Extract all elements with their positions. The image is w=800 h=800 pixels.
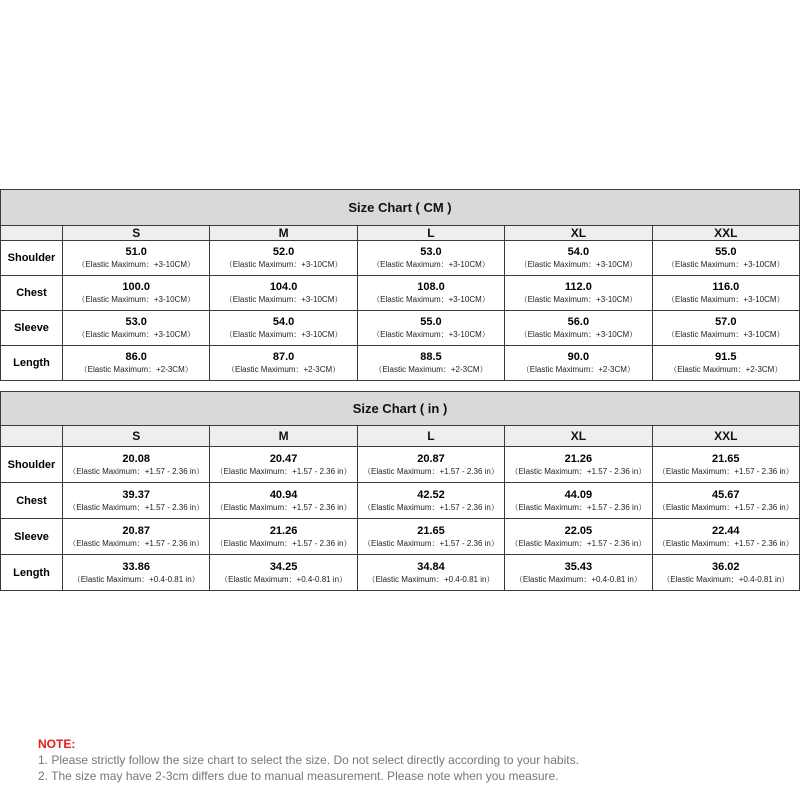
size-cell xyxy=(63,346,210,381)
elastic-note: （Elastic Maximum：+1.57 - 2.36 in） xyxy=(68,538,205,548)
chart-title: Size Chart ( in ) xyxy=(1,392,800,426)
size-cell xyxy=(357,519,504,555)
size-cell xyxy=(63,311,210,346)
size-header: S xyxy=(63,226,210,241)
measurement-value: 20.87 xyxy=(417,452,445,465)
size-cell xyxy=(505,311,652,346)
size-cell xyxy=(210,483,357,519)
elastic-note: （Elastic Maximum：+3-10CM） xyxy=(77,260,195,269)
elastic-note: （Elastic Maximum：+1.57 - 2.36 in） xyxy=(657,466,794,476)
measurement-value: 35.43 xyxy=(564,560,593,573)
measurement-value: 33.86 xyxy=(122,560,150,573)
chart-title: Size Chart ( CM ) xyxy=(1,190,800,226)
elastic-note: （Elastic Maximum：+0.4-0.81 in） xyxy=(662,574,790,584)
size-cell xyxy=(210,447,357,483)
measurement-value: 36.02 xyxy=(712,560,740,573)
measurement-value: 90.0 xyxy=(567,351,590,363)
elastic-note: （Elastic Maximum：+3-10CM） xyxy=(224,295,343,304)
measurement-value: 56.0 xyxy=(567,316,590,328)
measurement-value: 20.87 xyxy=(122,524,150,537)
size-cell xyxy=(210,276,357,311)
elastic-note: （Elastic Maximum：+1.57 - 2.36 in） xyxy=(68,502,205,512)
measurement-value: 34.25 xyxy=(269,560,298,573)
elastic-note: （Elastic Maximum：+3-10CM） xyxy=(77,330,195,339)
size-cell xyxy=(652,276,799,311)
size-cell xyxy=(210,555,357,591)
elastic-note: （Elastic Maximum：+2-3CM） xyxy=(521,365,635,374)
size-cell xyxy=(357,311,504,346)
elastic-note: （Elastic Maximum：+1.57 - 2.36 in） xyxy=(215,538,352,548)
chart-body xyxy=(1,447,800,591)
elastic-note: （Elastic Maximum：+3-10CM） xyxy=(666,260,785,269)
measurement-value: 116.0 xyxy=(712,281,740,293)
size-cell xyxy=(357,241,504,276)
measurement-value: 21.26 xyxy=(564,452,593,465)
elastic-note: （Elastic Maximum：+2-3CM） xyxy=(374,365,488,374)
measurement-row xyxy=(1,276,800,311)
row-label: Length xyxy=(1,555,63,591)
measurement-value: 55.0 xyxy=(420,316,442,328)
measurement-value: 52.0 xyxy=(272,246,295,258)
size-header: M xyxy=(210,226,357,241)
measurement-value: 54.0 xyxy=(567,246,590,258)
elastic-note: （Elastic Maximum：+2-3CM） xyxy=(227,365,341,374)
size-cell xyxy=(505,519,652,555)
measurement-value: 34.84 xyxy=(417,560,445,573)
size-chart-in xyxy=(0,391,800,591)
elastic-note: （Elastic Maximum：+1.57 - 2.36 in） xyxy=(215,502,352,512)
elastic-note: （Elastic Maximum：+0.4-0.81 in） xyxy=(72,574,200,584)
elastic-note: （Elastic Maximum：+0.4-0.81 in） xyxy=(367,574,495,584)
size-cell xyxy=(505,555,652,591)
size-header: XL xyxy=(505,226,652,241)
elastic-note: （Elastic Maximum：+3-10CM） xyxy=(372,295,490,304)
size-cell xyxy=(210,311,357,346)
measurement-row xyxy=(1,447,800,483)
measurement-row xyxy=(1,519,800,555)
size-cell xyxy=(505,483,652,519)
size-cell xyxy=(505,241,652,276)
size-cell xyxy=(505,346,652,381)
size-cell xyxy=(652,519,799,555)
size-header: L xyxy=(357,226,504,241)
size-cell xyxy=(652,311,799,346)
measurement-row xyxy=(1,346,800,381)
row-label: Sleeve xyxy=(1,311,63,346)
size-cell xyxy=(357,483,504,519)
size-cell xyxy=(652,241,799,276)
measurement-value: 55.0 xyxy=(715,246,737,258)
measurement-row xyxy=(1,241,800,276)
elastic-note: （Elastic Maximum：+1.57 - 2.36 in） xyxy=(215,466,352,476)
measurement-value: 100.0 xyxy=(122,281,150,293)
measurement-value: 54.0 xyxy=(272,316,295,328)
measurement-value: 53.0 xyxy=(125,316,147,328)
measurement-value: 112.0 xyxy=(564,281,592,293)
size-cell xyxy=(357,447,504,483)
size-header: XXL xyxy=(652,426,799,447)
size-cell xyxy=(505,276,652,311)
measurement-row xyxy=(1,483,800,519)
corner-cell xyxy=(1,226,63,241)
row-label: Sleeve xyxy=(1,519,63,555)
elastic-note: （Elastic Maximum：+1.57 - 2.36 in） xyxy=(363,502,499,512)
elastic-note: （Elastic Maximum：+3-10CM） xyxy=(372,260,490,269)
elastic-note: （Elastic Maximum：+3-10CM） xyxy=(666,295,785,304)
elastic-note: （Elastic Maximum：+0.4-0.81 in） xyxy=(220,574,348,584)
measurement-value: 21.26 xyxy=(269,524,298,537)
note-title: NOTE: xyxy=(38,737,76,751)
elastic-note: （Elastic Maximum：+3-10CM） xyxy=(666,330,785,339)
row-label: Chest xyxy=(1,483,63,519)
measurement-value: 51.0 xyxy=(125,246,147,258)
elastic-note: （Elastic Maximum：+1.57 - 2.36 in） xyxy=(510,466,647,476)
elastic-note: （Elastic Maximum：+3-10CM） xyxy=(372,330,490,339)
size-header: XXL xyxy=(652,226,799,241)
row-label: Length xyxy=(1,346,63,381)
size-cell xyxy=(357,346,504,381)
size-cell xyxy=(63,447,210,483)
elastic-note: （Elastic Maximum：+1.57 - 2.36 in） xyxy=(363,466,499,476)
size-header-row xyxy=(1,426,800,447)
row-label: Shoulder xyxy=(1,241,63,276)
note-line: 2. The size may have 2-3cm differs due to manual measurement. Please note when you measure. xyxy=(38,769,559,783)
measurement-value: 87.0 xyxy=(272,351,295,363)
corner-cell xyxy=(1,426,63,447)
measurement-value: 20.08 xyxy=(122,452,150,465)
elastic-note: （Elastic Maximum：+3-10CM） xyxy=(77,295,195,304)
size-cell xyxy=(210,519,357,555)
measurement-row xyxy=(1,555,800,591)
elastic-note: （Elastic Maximum：+2-3CM） xyxy=(669,365,783,374)
elastic-note: （Elastic Maximum：+2-3CM） xyxy=(79,365,193,374)
size-cell xyxy=(63,519,210,555)
elastic-note: （Elastic Maximum：+1.57 - 2.36 in） xyxy=(657,538,794,548)
measurement-value: 22.05 xyxy=(564,524,593,537)
size-cell xyxy=(63,483,210,519)
elastic-note: （Elastic Maximum：+1.57 - 2.36 in） xyxy=(657,502,794,512)
elastic-note: （Elastic Maximum：+3-10CM） xyxy=(519,260,638,269)
elastic-note: （Elastic Maximum：+3-10CM） xyxy=(519,295,638,304)
elastic-note: （Elastic Maximum：+3-10CM） xyxy=(224,260,343,269)
measurement-value: 57.0 xyxy=(715,316,737,328)
measurement-value: 45.67 xyxy=(712,488,740,501)
size-cell xyxy=(652,346,799,381)
size-cell xyxy=(357,276,504,311)
size-cell xyxy=(652,483,799,519)
size-cell xyxy=(210,241,357,276)
elastic-note: （Elastic Maximum：+1.57 - 2.36 in） xyxy=(68,466,205,476)
measurement-value: 22.44 xyxy=(712,524,740,537)
measurement-value: 40.94 xyxy=(269,488,298,501)
row-label: Chest xyxy=(1,276,63,311)
measurement-value: 21.65 xyxy=(712,452,740,465)
measurement-value: 91.5 xyxy=(715,351,737,363)
size-header: XL xyxy=(505,426,652,447)
size-cell xyxy=(63,555,210,591)
note-line: 1. Please strictly follow the size chart to select the size. Do not select directly according to your habits. xyxy=(38,753,579,767)
size-header-row xyxy=(1,226,800,241)
size-cell xyxy=(63,241,210,276)
measurement-value: 21.65 xyxy=(417,524,445,537)
elastic-note: （Elastic Maximum：+1.57 - 2.36 in） xyxy=(510,502,647,512)
measurement-value: 88.5 xyxy=(420,351,442,363)
measurement-value: 42.52 xyxy=(417,488,445,501)
size-cell xyxy=(357,555,504,591)
measurement-value: 39.37 xyxy=(122,488,150,501)
measurement-value: 20.47 xyxy=(269,452,298,465)
elastic-note: （Elastic Maximum：+3-10CM） xyxy=(224,330,343,339)
size-header: M xyxy=(210,426,357,447)
row-label: Shoulder xyxy=(1,447,63,483)
size-header: L xyxy=(357,426,504,447)
size-cell xyxy=(210,346,357,381)
size-cell xyxy=(652,555,799,591)
note-block xyxy=(38,737,579,784)
elastic-note: （Elastic Maximum：+0.4-0.81 in） xyxy=(514,574,642,584)
measurement-row xyxy=(1,311,800,346)
size-cell xyxy=(505,447,652,483)
measurement-value: 53.0 xyxy=(420,246,442,258)
size-cell xyxy=(652,447,799,483)
measurement-value: 44.09 xyxy=(564,488,593,501)
measurement-value: 86.0 xyxy=(125,351,147,363)
size-header: S xyxy=(63,426,210,447)
measurement-value: 108.0 xyxy=(417,281,445,293)
measurement-value: 104.0 xyxy=(269,281,298,293)
size-cell xyxy=(63,276,210,311)
elastic-note: （Elastic Maximum：+3-10CM） xyxy=(519,330,638,339)
size-chart-cm xyxy=(0,189,800,381)
elastic-note: （Elastic Maximum：+1.57 - 2.36 in） xyxy=(510,538,647,548)
chart-body xyxy=(1,241,800,381)
elastic-note: （Elastic Maximum：+1.57 - 2.36 in） xyxy=(363,538,499,548)
